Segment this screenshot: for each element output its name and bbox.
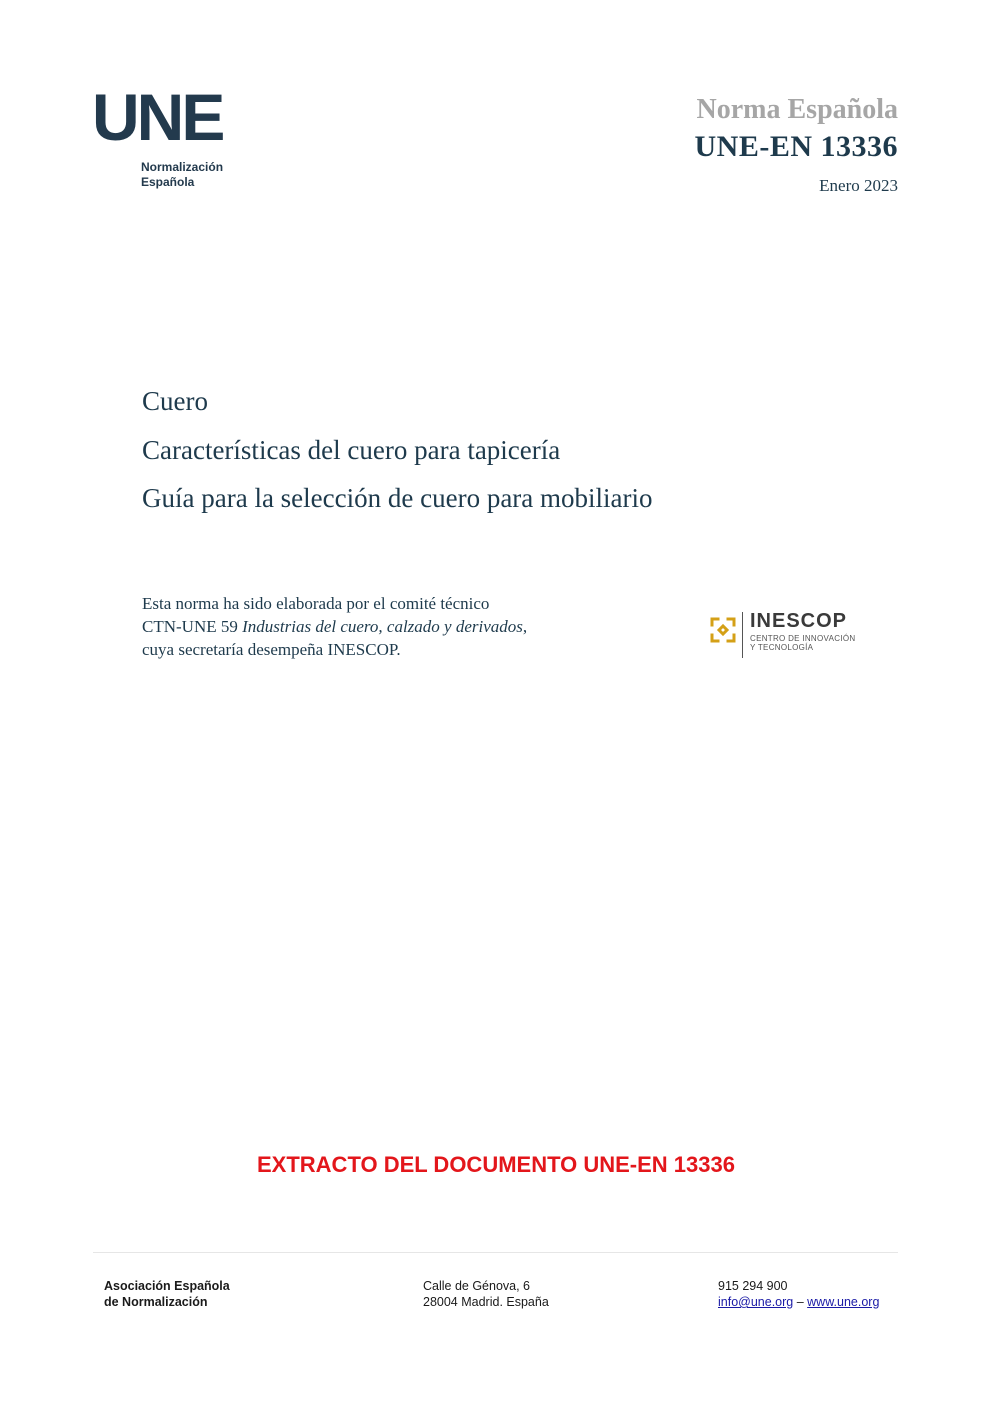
une-logo-subtitle-line1: Normalización	[141, 160, 224, 174]
inescop-tagline-line2: Y TECNOLOGÍA	[750, 643, 814, 652]
committee-code: CTN-UNE 59	[142, 617, 243, 636]
document-title-1: Cuero	[142, 386, 208, 416]
committee-line2	[142, 615, 642, 638]
document-title-2: Características del cuero para tapicería	[142, 435, 561, 465]
footer-divider	[93, 1252, 898, 1253]
inescop-tagline	[750, 634, 855, 652]
footer-address	[423, 1278, 549, 1310]
footer-org-line1: Asociación Española	[104, 1279, 230, 1293]
inescop-logo	[708, 610, 888, 662]
email-link[interactable]: info@une.org	[718, 1295, 794, 1309]
extract-notice: EXTRACTO DEL DOCUMENTO UNE-EN 13336	[257, 1152, 735, 1177]
inescop-divider	[742, 612, 743, 658]
committee-comma: ,	[522, 617, 528, 636]
une-logo-subtitle	[141, 160, 223, 190]
inescop-name: INESCOP	[750, 610, 848, 632]
une-logo	[92, 80, 242, 198]
inescop-emblem-icon	[708, 615, 738, 645]
footer-phone: 915 294 900	[718, 1279, 788, 1293]
website-link[interactable]: www.une.org	[807, 1295, 880, 1309]
norma-label: Norma Española	[696, 94, 898, 125]
footer-organization	[104, 1278, 230, 1310]
committee-name: Industrias del cuero, calzado y derivados	[242, 617, 523, 636]
committee-paragraph	[142, 592, 642, 661]
inescop-tagline-line1: CENTRO DE INNOVACIÓN	[750, 634, 856, 643]
footer-links	[718, 1294, 879, 1310]
committee-line1: Esta norma ha sido elaborada por el comité técnico	[142, 594, 490, 613]
footer-org-line2: de Normalización	[104, 1295, 208, 1309]
footer-addr-line1: Calle de Génova, 6	[423, 1279, 531, 1293]
document-title-3: Guía para la selección de cuero para mobiliario	[142, 483, 653, 513]
norma-code: UNE-EN 13336	[694, 130, 898, 163]
une-logo-subtitle-line2: Española	[141, 175, 195, 189]
footer-contact	[718, 1278, 879, 1310]
footer-addr-line2: 28004 Madrid. España	[423, 1295, 549, 1309]
footer-link-separator: –	[793, 1295, 808, 1309]
norma-date: Enero 2023	[819, 176, 898, 195]
une-logo-mark: UNE	[92, 80, 223, 154]
committee-line3: cuya secretaría desempeña INESCOP.	[142, 640, 401, 659]
